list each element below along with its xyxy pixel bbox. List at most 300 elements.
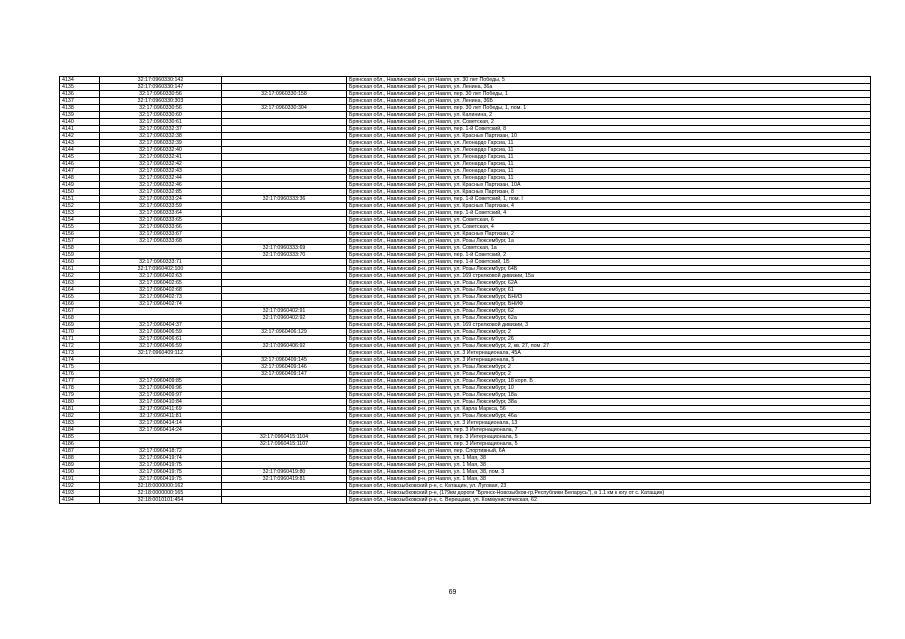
related-number-cell: [222, 175, 347, 182]
related-number-cell: [222, 112, 347, 119]
related-number-cell: [222, 420, 347, 427]
related-number-cell: [222, 490, 347, 497]
table-row: [60, 189, 871, 196]
table-row: [60, 245, 871, 252]
cadastral-number-cell: [100, 364, 222, 371]
cadastral-number-cell: 32:17:0960330:60: [100, 112, 222, 119]
table-row: [60, 238, 871, 245]
cadastral-number-cell: 32:17:0960332:85: [100, 189, 222, 196]
related-number-cell: 32:17:0960419:80: [222, 469, 347, 476]
table-row: [60, 455, 871, 462]
row-number-cell: 4181: [60, 406, 100, 413]
table-row: [60, 91, 871, 98]
cadastral-number-cell: 32:17:0960406:61: [100, 336, 222, 343]
address-cell: Брянская обл., Навлинский р-н, рп Навля, ул. 3 Интернационала, 13: [347, 420, 871, 427]
row-number-cell: 4183: [60, 420, 100, 427]
row-number-cell: 4184: [60, 427, 100, 434]
cadastral-number-cell: 32:17:0960332:38: [100, 133, 222, 140]
address-cell: Брянская обл., Навлинский р-н, рп Навля, ул. Карла Маркса, 56: [347, 406, 871, 413]
table-row: [60, 301, 871, 308]
address-cell: Брянская обл., Навлинский р-н, рп Навля, ул. Советская, 2: [347, 119, 871, 126]
table-row: [60, 119, 871, 126]
address-cell: Брянская обл., Навлинский р-н, рп Навля, ул. Розы Люксембург, 2, кв. 27, пом. 27: [347, 343, 871, 350]
table-row: [60, 385, 871, 392]
related-number-cell: [222, 126, 347, 133]
address-cell: Брянская обл., Навлинский р-н, рп Навля, ул. 30 лет Победы, 5: [347, 77, 871, 84]
related-number-cell: [222, 224, 347, 231]
row-number-cell: 4187: [60, 448, 100, 455]
address-cell: Брянская обл., Навлинский р-н, рп Навля, пер. 3 Интернационала, 5: [347, 434, 871, 441]
address-cell: Брянская обл., Навлинский р-н, рп Навля, ул. Розы Люксембург, 10: [347, 385, 871, 392]
table-row: [60, 266, 871, 273]
row-number-cell: 4171: [60, 336, 100, 343]
table-row: [60, 224, 871, 231]
related-number-cell: [222, 413, 347, 420]
related-number-cell: [222, 259, 347, 266]
row-number-cell: 4144: [60, 147, 100, 154]
table-body: [60, 77, 871, 504]
row-number-cell: 4153: [60, 210, 100, 217]
cadastral-number-cell: 32:18:0010101:454: [100, 497, 222, 504]
address-cell: Брянская обл., Навлинский р-н, рп Навля, ул. Советская, 1а: [347, 245, 871, 252]
row-number-cell: 4147: [60, 168, 100, 175]
table-row: [60, 336, 871, 343]
cadastral-number-cell: [100, 441, 222, 448]
row-number-cell: 4164: [60, 287, 100, 294]
address-cell: Брянская обл., Навлинский р-н, рп Навля, пер. 1-й Советский, 1Б: [347, 259, 871, 266]
address-cell: Брянская обл., Навлинский р-н, рп Навля, ул. Леонардо Гарсиа, 11: [347, 161, 871, 168]
row-number-cell: 4156: [60, 231, 100, 238]
row-number-cell: 4149: [60, 182, 100, 189]
row-number-cell: 4188: [60, 455, 100, 462]
address-cell: Брянская обл., Навлинский р-н, рп Навля, ул. 169 стрелковой дивизии, 3: [347, 322, 871, 329]
table-row: [60, 434, 871, 441]
cadastral-number-cell: 32:17:0960330:303: [100, 98, 222, 105]
table-row: [60, 462, 871, 469]
cadastral-number-cell: 32:17:0960332:46: [100, 182, 222, 189]
cadastral-number-cell: 32:17:0960402:73: [100, 294, 222, 301]
row-number-cell: 4174: [60, 357, 100, 364]
cadastral-number-cell: 32:17:0960332:40: [100, 147, 222, 154]
address-cell: Брянская обл., Новозыбковский р-н, (179км дороги "Брянск-Новозыбков-гр.Республики Беларусь"), в 1.1 км к югу от с. Катащин): [347, 490, 871, 497]
table-row: [60, 175, 871, 182]
row-number-cell: 4151: [60, 196, 100, 203]
related-number-cell: [222, 217, 347, 224]
address-cell: Брянская обл., Новозыбковский р-н, с. Верещаки, ул. Коммунистическая, 62: [347, 497, 871, 504]
address-cell: Брянская обл., Навлинский р-н, рп Навля, ул. Леонардо Гарсиа, 11: [347, 154, 871, 161]
row-number-cell: 4173: [60, 350, 100, 357]
table-row: [60, 406, 871, 413]
address-cell: Брянская обл., Навлинский р-н, рп Навля, ул. Красных Партизан, 8: [347, 189, 871, 196]
row-number-cell: 4177: [60, 378, 100, 385]
table-row: [60, 203, 871, 210]
cadastral-number-cell: 32:17:0960414:24: [100, 427, 222, 434]
cadastral-number-cell: 32:17:0960409:112: [100, 350, 222, 357]
related-number-cell: [222, 497, 347, 504]
related-number-cell: [222, 427, 347, 434]
related-number-cell: [222, 350, 347, 357]
table-row: [60, 168, 871, 175]
cadastral-number-cell: 32:17:0960333:68: [100, 238, 222, 245]
related-number-cell: [222, 238, 347, 245]
address-cell: Брянская обл., Навлинский р-н, рп Навля, ул. 3 Интернационала, 45А: [347, 350, 871, 357]
row-number-cell: 4150: [60, 189, 100, 196]
address-cell: Брянская обл., Навлинский р-н, рп Навля, ул. Ленина, 36а: [347, 84, 871, 91]
cadastral-number-cell: 32:17:0960406:59: [100, 329, 222, 336]
address-cell: Брянская обл., Навлинский р-н, рп Навля, пер. Спортивный, 6А: [347, 448, 871, 455]
address-cell: Брянская обл., Навлинский р-н, рп Навля, пер. 3 Интернационала, 7: [347, 427, 871, 434]
address-cell: Брянская обл., Навлинский р-н, рп Навля, ул. 1 Мая, 38: [347, 455, 871, 462]
row-number-cell: 4194: [60, 497, 100, 504]
cadastral-number-cell: 32:17:0960411:81: [100, 413, 222, 420]
cadastral-number-cell: 32:17:0960409:96: [100, 385, 222, 392]
related-number-cell: [222, 322, 347, 329]
address-cell: Брянская обл., Навлинский р-н, рп Навля, пер. 1-й Советский, 2: [347, 252, 871, 259]
row-number-cell: 4152: [60, 203, 100, 210]
cadastral-number-cell: 32:17:0960419:75: [100, 476, 222, 483]
address-cell: Брянская обл., Навлинский р-н, рп Навля, ул. Розы Люксембург, 62а: [347, 315, 871, 322]
address-cell: Брянская обл., Навлинский р-н, рп Навля, ул. Розы Люксембург, 62: [347, 308, 871, 315]
related-number-cell: [222, 119, 347, 126]
row-number-cell: 4139: [60, 112, 100, 119]
cadastral-number-cell: 32:17:0960332:42: [100, 161, 222, 168]
address-cell: Брянская обл., Навлинский р-н, рп Навля, ул. Розы Люксембург, БНИФ: [347, 301, 871, 308]
table-row: [60, 413, 871, 420]
address-cell: Брянская обл., Новозыбковский р-н, с. Катащин, ул. Луговая, 23: [347, 483, 871, 490]
row-number-cell: 4168: [60, 315, 100, 322]
row-number-cell: 4162: [60, 273, 100, 280]
row-number-cell: 4167: [60, 308, 100, 315]
related-number-cell: 32:17:0960409:146: [222, 364, 347, 371]
address-cell: Брянская обл., Навлинский р-н, рп Навля, ул. Розы Люксембург, 18а: [347, 392, 871, 399]
related-number-cell: 32:17:0960419:81: [222, 476, 347, 483]
table-row: [60, 308, 871, 315]
row-number-cell: 4138: [60, 105, 100, 112]
cadastral-number-cell: 32:17:0960330:56: [100, 105, 222, 112]
row-number-cell: 4140: [60, 119, 100, 126]
cadastral-number-cell: 32:17:0960333:66: [100, 224, 222, 231]
row-number-cell: 4179: [60, 392, 100, 399]
table-row: [60, 476, 871, 483]
address-cell: Брянская обл., Навлинский р-н, рп Навля, ул. Розы Люксембург, 1а: [347, 238, 871, 245]
related-number-cell: [222, 203, 347, 210]
cadastral-number-cell: 32:17:0960330:56: [100, 91, 222, 98]
cadastral-number-cell: 32:17:0960419:75: [100, 469, 222, 476]
address-cell: Брянская обл., Навлинский р-н, рп Навля, ул. Леонардо Гарсиа, 11: [347, 147, 871, 154]
cadastral-number-cell: 32:17:0960411:69: [100, 406, 222, 413]
row-number-cell: 4135: [60, 84, 100, 91]
cadastral-number-cell: 32:17:0960409:97: [100, 392, 222, 399]
address-cell: Брянская обл., Навлинский р-н, рп Навля, ул. Красных Партизан, 2: [347, 231, 871, 238]
address-cell: Брянская обл., Навлинский р-н, рп Навля, ул. Розы Люксембург, 62А: [347, 280, 871, 287]
cadastral-number-cell: 32:17:0960332:41: [100, 154, 222, 161]
table-row: [60, 105, 871, 112]
table-row: [60, 126, 871, 133]
cadastral-number-cell: 32:17:0960332:43: [100, 168, 222, 175]
table-row: [60, 259, 871, 266]
cadastral-number-cell: [100, 434, 222, 441]
address-cell: Брянская обл., Навлинский р-н, рп Навля, пер. 1-й Советский, 1, пом. I: [347, 196, 871, 203]
related-number-cell: 32:17:0960415:1107: [222, 441, 347, 448]
cadastral-number-cell: [100, 357, 222, 364]
table-row: [60, 161, 871, 168]
address-cell: Брянская обл., Навлинский р-н, рп Навля, ул. Красных Партизан, 4: [347, 203, 871, 210]
related-number-cell: [222, 378, 347, 385]
row-number-cell: 4190: [60, 469, 100, 476]
table-row: [60, 147, 871, 154]
address-cell: Брянская обл., Навлинский р-н, рп Навля, ул. 3 Интернационала, 5: [347, 357, 871, 364]
related-number-cell: 32:17:0960333:69: [222, 245, 347, 252]
related-number-cell: [222, 161, 347, 168]
cadastral-number-cell: 32:17:0960332:44: [100, 175, 222, 182]
related-number-cell: 32:17:0960402:91: [222, 308, 347, 315]
table-row: [60, 350, 871, 357]
row-number-cell: 4165: [60, 294, 100, 301]
related-number-cell: [222, 182, 347, 189]
cadastral-number-cell: 32:17:0960332:37: [100, 126, 222, 133]
table-row: [60, 371, 871, 378]
related-number-cell: [222, 210, 347, 217]
cadastral-number-cell: 32:17:0960330:61: [100, 119, 222, 126]
cadastral-number-cell: 32:17:0960402:74: [100, 301, 222, 308]
address-cell: Брянская обл., Навлинский р-н, рп Навля, ул. Калинина, 2: [347, 112, 871, 119]
cadastral-number-cell: 32:17:0960406:59: [100, 343, 222, 350]
related-number-cell: 32:17:0960415:1104: [222, 434, 347, 441]
row-number-cell: 4148: [60, 175, 100, 182]
cadastral-table: [59, 76, 871, 504]
address-cell: Брянская обл., Навлинский р-н, рп Навля, ул. Розы Люксембург, 64Б: [347, 266, 871, 273]
related-number-cell: 32:17:0960402:92: [222, 315, 347, 322]
table-row: [60, 315, 871, 322]
row-number-cell: 4154: [60, 217, 100, 224]
table-row: [60, 294, 871, 301]
related-number-cell: [222, 231, 347, 238]
row-number-cell: 4160: [60, 259, 100, 266]
row-number-cell: 4178: [60, 385, 100, 392]
related-number-cell: 32:17:0960406:92: [222, 343, 347, 350]
table-row: [60, 343, 871, 350]
cadastral-number-cell: 32:18:0000000:165: [100, 490, 222, 497]
row-number-cell: 4159: [60, 252, 100, 259]
table-row: [60, 196, 871, 203]
address-cell: Брянская обл., Навлинский р-н, рп Навля, пер. 30 лет Победы, 1, пом. 1: [347, 105, 871, 112]
cadastral-number-cell: 32:18:0000000:162: [100, 483, 222, 490]
table-row: [60, 364, 871, 371]
address-cell: Брянская обл., Навлинский р-н, рп Навля, ул. Леонардо Гарсиа, 11: [347, 168, 871, 175]
cadastral-number-cell: 32:17:0960333:59: [100, 203, 222, 210]
table-row: [60, 252, 871, 259]
cadastral-number-cell: 32:17:0960333:67: [100, 231, 222, 238]
page-number: 69: [448, 589, 457, 596]
row-number-cell: 4193: [60, 490, 100, 497]
related-number-cell: [222, 147, 347, 154]
cadastral-number-cell: [100, 252, 222, 259]
table-row: [60, 497, 871, 504]
table-row: [60, 210, 871, 217]
address-cell: Брянская обл., Навлинский р-н, рп Навля, ул. Розы Люксембург, 38а: [347, 399, 871, 406]
related-number-cell: [222, 448, 347, 455]
cadastral-number-cell: [100, 371, 222, 378]
address-cell: Брянская обл., Навлинский р-н, рп Навля, ул. Красных Партизан, 10А: [347, 182, 871, 189]
address-cell: Брянская обл., Навлинский р-н, рп Навля, пер. 1-й Советский, 8: [347, 126, 871, 133]
table-row: [60, 490, 871, 497]
cadastral-number-cell: 32:17:0960330:142: [100, 77, 222, 84]
table-row: [60, 112, 871, 119]
related-number-cell: [222, 483, 347, 490]
address-cell: Брянская обл., Навлинский р-н, рп Навля, ул. Советская, 6: [347, 217, 871, 224]
table-row: [60, 133, 871, 140]
related-number-cell: [222, 392, 347, 399]
cadastral-number-cell: 32:17:0960333:24: [100, 196, 222, 203]
related-number-cell: [222, 98, 347, 105]
row-number-cell: 4191: [60, 476, 100, 483]
row-number-cell: 4192: [60, 483, 100, 490]
row-number-cell: 4137: [60, 98, 100, 105]
cadastral-number-cell: 32:17:0960409:85: [100, 378, 222, 385]
table-row: [60, 84, 871, 91]
row-number-cell: 4155: [60, 224, 100, 231]
table-row: [60, 322, 871, 329]
row-number-cell: 4182: [60, 413, 100, 420]
address-cell: Брянская обл., Навлинский р-н, рп Навля, ул. Розы Люксембург, 2: [347, 371, 871, 378]
address-cell: Брянская обл., Навлинский р-н, рп Навля, пер. 3 Интернационала, 5: [347, 441, 871, 448]
table-row: [60, 231, 871, 238]
related-number-cell: [222, 301, 347, 308]
row-number-cell: 4136: [60, 91, 100, 98]
row-number-cell: 4161: [60, 266, 100, 273]
row-number-cell: 4176: [60, 371, 100, 378]
cadastral-number-cell: 32:17:0960418:72: [100, 448, 222, 455]
cadastral-number-cell: 32:17:0960402:63: [100, 273, 222, 280]
row-number-cell: 4186: [60, 441, 100, 448]
row-number-cell: 4141: [60, 126, 100, 133]
row-number-cell: 4180: [60, 399, 100, 406]
cadastral-number-cell: 32:17:0960332:39: [100, 140, 222, 147]
related-number-cell: 32:17:0960406:129: [222, 329, 347, 336]
related-number-cell: 32:17:0960333:36: [222, 196, 347, 203]
row-number-cell: 4185: [60, 434, 100, 441]
table-row: [60, 98, 871, 105]
row-number-cell: 4163: [60, 280, 100, 287]
address-cell: Брянская обл., Навлинский р-н, рп Навля, ул. Советская, 4: [347, 224, 871, 231]
row-number-cell: 4172: [60, 343, 100, 350]
table-row: [60, 280, 871, 287]
row-number-cell: 4175: [60, 364, 100, 371]
table-row: [60, 329, 871, 336]
table-row: [60, 140, 871, 147]
related-number-cell: 32:17:0960409:147: [222, 371, 347, 378]
related-number-cell: [222, 140, 347, 147]
table-row: [60, 469, 871, 476]
related-number-cell: 32:17:0960333:70: [222, 252, 347, 259]
cadastral-number-cell: 32:17:0960402:100: [100, 266, 222, 273]
related-number-cell: [222, 273, 347, 280]
table-row: [60, 441, 871, 448]
address-cell: Брянская обл., Навлинский р-н, рп Навля, ул. Красных Партизан, 10: [347, 133, 871, 140]
table-row: [60, 77, 871, 84]
address-cell: Брянская обл., Навлинский р-н, рп Навля, ул. Розы Люксембург, 61: [347, 287, 871, 294]
related-number-cell: [222, 280, 347, 287]
cadastral-number-cell: 32:17:0960330:147: [100, 84, 222, 91]
table-row: [60, 287, 871, 294]
address-cell: Брянская обл., Навлинский р-н, рп Навля, ул. Розы Люксембург, 18 корп. Б: [347, 378, 871, 385]
related-number-cell: [222, 336, 347, 343]
address-cell: Брянская обл., Навлинский р-н, рп Навля, ул. Леонардо Гарсиа, 11: [347, 175, 871, 182]
related-number-cell: 32:17:0960330:304: [222, 105, 347, 112]
row-number-cell: 4166: [60, 301, 100, 308]
cadastral-number-cell: [100, 245, 222, 252]
cadastral-number-cell: 32:17:0960410:84: [100, 399, 222, 406]
related-number-cell: [222, 455, 347, 462]
cadastral-number-cell: 32:17:0960333:71: [100, 259, 222, 266]
related-number-cell: [222, 462, 347, 469]
table-row: [60, 182, 871, 189]
cadastral-number-cell: 32:17:0960333:64: [100, 210, 222, 217]
related-number-cell: 32:17:0960330:158: [222, 91, 347, 98]
address-cell: Брянская обл., Навлинский р-н, рп Навля, ул. Розы Люксембург, БНИЗ: [347, 294, 871, 301]
cadastral-number-cell: 32:17:0960404:37: [100, 322, 222, 329]
row-number-cell: 4158: [60, 245, 100, 252]
address-cell: Брянская обл., Навлинский р-н, рп Навля, пер. 30 лет Победы, 1: [347, 91, 871, 98]
related-number-cell: [222, 84, 347, 91]
cadastral-number-cell: 32:17:0960333:65: [100, 217, 222, 224]
table-row: [60, 427, 871, 434]
table-row: [60, 420, 871, 427]
address-cell: Брянская обл., Навлинский р-н, рп Навля, ул. Леонардо Гарсиа, 11: [347, 140, 871, 147]
address-cell: Брянская обл., Навлинский р-н, рп Навля, ул. Ленина, 36Б: [347, 98, 871, 105]
table-row: [60, 448, 871, 455]
table-row: [60, 483, 871, 490]
related-number-cell: [222, 154, 347, 161]
table-row: [60, 217, 871, 224]
related-number-cell: [222, 385, 347, 392]
address-cell: Брянская обл., Навлинский р-н, рп Навля, пер. 1-й Советский, 4: [347, 210, 871, 217]
address-cell: Брянская обл., Навлинский р-н, рп Навля, ул. Розы Люксембург, 26: [347, 336, 871, 343]
row-number-cell: 4189: [60, 462, 100, 469]
row-number-cell: 4142: [60, 133, 100, 140]
cadastral-number-cell: 32:17:0960419:74: [100, 455, 222, 462]
related-number-cell: [222, 266, 347, 273]
cadastral-number-cell: 32:17:0960402:65: [100, 280, 222, 287]
related-number-cell: [222, 294, 347, 301]
related-number-cell: 32:17:0960409:145: [222, 357, 347, 364]
table-row: [60, 378, 871, 385]
row-number-cell: 4134: [60, 77, 100, 84]
cadastral-number-cell: [100, 308, 222, 315]
related-number-cell: [222, 406, 347, 413]
row-number-cell: 4157: [60, 238, 100, 245]
address-cell: Брянская обл., Навлинский р-н, рп Навля, ул. 1 Мая, 38: [347, 476, 871, 483]
related-number-cell: [222, 399, 347, 406]
address-cell: Брянская обл., Навлинский р-н, рп Навля, ул. 169 стрелковой дивизии, 15а: [347, 273, 871, 280]
cadastral-number-cell: 32:17:0960419:75: [100, 462, 222, 469]
related-number-cell: [222, 189, 347, 196]
related-number-cell: [222, 133, 347, 140]
address-cell: Брянская обл., Навлинский р-н, рп Навля, ул. 1 Мая, 38: [347, 462, 871, 469]
table-row: [60, 154, 871, 161]
cadastral-number-cell: [100, 315, 222, 322]
row-number-cell: 4170: [60, 329, 100, 336]
cadastral-number-cell: 32:17:0960402:68: [100, 287, 222, 294]
row-number-cell: 4143: [60, 140, 100, 147]
address-cell: Брянская обл., Навлинский р-н, рп Навля, ул. Розы Люксембург, 2: [347, 329, 871, 336]
related-number-cell: [222, 168, 347, 175]
cadastral-number-cell: 32:17:0960414:14: [100, 420, 222, 427]
row-number-cell: 4145: [60, 154, 100, 161]
address-cell: Брянская обл., Навлинский р-н, рп Навля, ул. 1 Мая, 38, пом. 3: [347, 469, 871, 476]
related-number-cell: [222, 287, 347, 294]
related-number-cell: [222, 77, 347, 84]
